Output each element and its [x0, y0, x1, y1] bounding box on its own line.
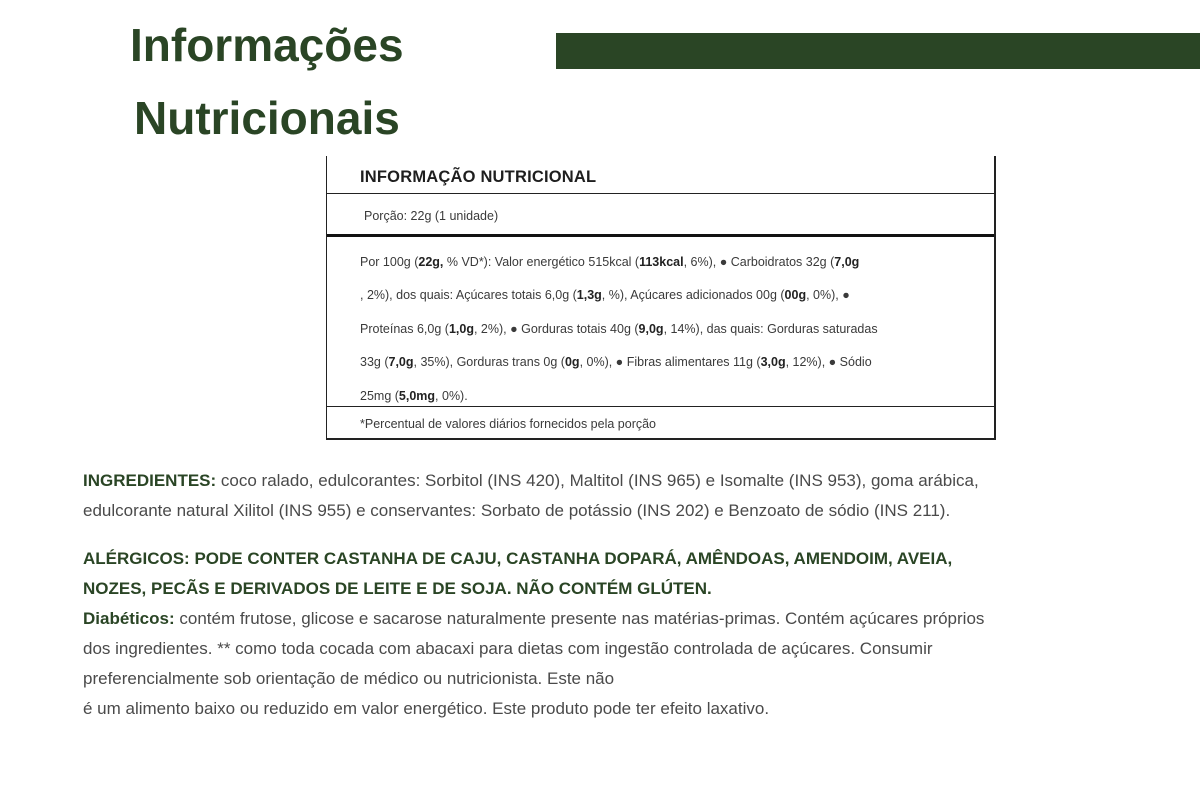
nutrition-text: , 14%), das quais: Gorduras saturadas	[663, 321, 878, 336]
diabetics-line-1	[83, 604, 1163, 634]
nutrition-text: , 0%).	[435, 388, 468, 403]
nutrition-value-bold: 9,0g	[638, 321, 664, 336]
diabetics-line-4: é um alimento baixo ou reduzido em valor energético. Este produto pode ter efeito laxativo.	[83, 699, 770, 718]
nutrition-table-values	[327, 237, 994, 407]
nutrition-line-3	[360, 313, 994, 346]
nutrition-text: , 0%), ● Fibras alimentares 11g (	[579, 355, 761, 370]
nutrition-value-bold: 7,0g	[834, 255, 860, 269]
nutrition-value-bold: 3,0g	[760, 355, 786, 370]
nutrition-text: , 35%), Gorduras trans 0g (	[413, 355, 565, 370]
nutrition-text: , 12%), ● Sódio	[785, 355, 872, 370]
nutrition-text: , 0%), ●	[806, 288, 850, 303]
ingredients-text-1: coco ralado, edulcorantes: Sorbitol (INS 420), Maltitol (INS 965) e Isomalte (INS 953), goma arábica,	[216, 471, 979, 490]
ingredients-line-2: edulcorante natural Xilitol (INS 955) e conservantes: Sorbato de potássio (INS 202) e Benzoato de sódio (INS 211).	[83, 501, 951, 520]
nutrition-table-heading: INFORMAÇÃO NUTRICIONAL	[327, 156, 994, 194]
nutrition-value-bold: 22g,	[418, 255, 444, 269]
nutrition-line-2	[360, 279, 994, 312]
diabetics-text-1: contém frutose, glicose e sacarose naturalmente presente nas matérias-primas. Contém açúcares próprios	[174, 609, 985, 628]
diabetics-line-2: dos ingredientes. ** como toda cocada com abacaxi para dietas com ingestão controlada de açúcares. Consumir	[83, 639, 933, 658]
nutrition-table-portion: Porção: 22g (1 unidade)	[327, 194, 994, 237]
nutrition-text: , 2%), dos quais: Açúcares totais 6,0g (	[360, 288, 577, 303]
nutrition-value-bold: 113kcal	[639, 255, 684, 269]
nutrition-value-bold: 1,0g	[448, 321, 474, 336]
nutrition-text: 25mg (	[360, 388, 399, 403]
nutrition-text: % VD*): Valor energético 515kcal (	[443, 255, 640, 269]
nutrition-table	[326, 156, 996, 440]
nutrition-text: Proteínas 6,0g (	[360, 321, 449, 336]
allergens-line-2: NOZES, PECÃS E DERIVADOS DE LEITE E DE SOJA. NÃO CONTÉM GLÚTEN.	[83, 579, 712, 598]
allergens-line-1: ALÉRGICOS: PODE CONTER CASTANHA DE CAJU, CASTANHA DOPARÁ, AMÊNDOAS, AMENDOIM, AVEIA,	[83, 549, 953, 568]
header-accent-bar	[556, 33, 1200, 69]
nutrition-text: 33g (	[360, 355, 389, 370]
nutrition-value-bold: 7,0g	[388, 355, 414, 370]
nutrition-value-bold: 0g	[564, 355, 580, 370]
diabetics-label: Diabéticos:	[83, 609, 175, 628]
nutrition-text: Por 100g (	[360, 255, 419, 269]
ingredients-label: INGREDIENTES:	[83, 471, 217, 490]
nutrition-table-footnote: *Percentual de valores diários fornecidos pela porção	[360, 417, 657, 431]
nutrition-text: , %), Açúcares adicionados 00g (	[601, 288, 785, 303]
nutrition-line-4	[360, 346, 994, 379]
diabetics-line-3: preferencialmente sob orientação de médico ou nutricionista. Este não	[83, 669, 615, 688]
nutrition-text: , 2%), ● Gorduras totais 40g (	[473, 321, 639, 336]
nutrition-text: , 6%), ● Carboidratos 32g (	[683, 255, 835, 269]
nutrition-line-1	[360, 246, 994, 279]
nutrition-value-bold: 1,3g	[576, 288, 602, 303]
page-title-line-1: Informações	[130, 19, 404, 71]
ingredients-line-1	[83, 466, 1163, 496]
nutrition-value-bold: 5,0mg	[398, 388, 436, 403]
nutrition-value-bold: 00g	[784, 288, 807, 303]
page-title-line-2: Nutricionais	[134, 92, 400, 144]
product-info-section	[83, 466, 1163, 724]
